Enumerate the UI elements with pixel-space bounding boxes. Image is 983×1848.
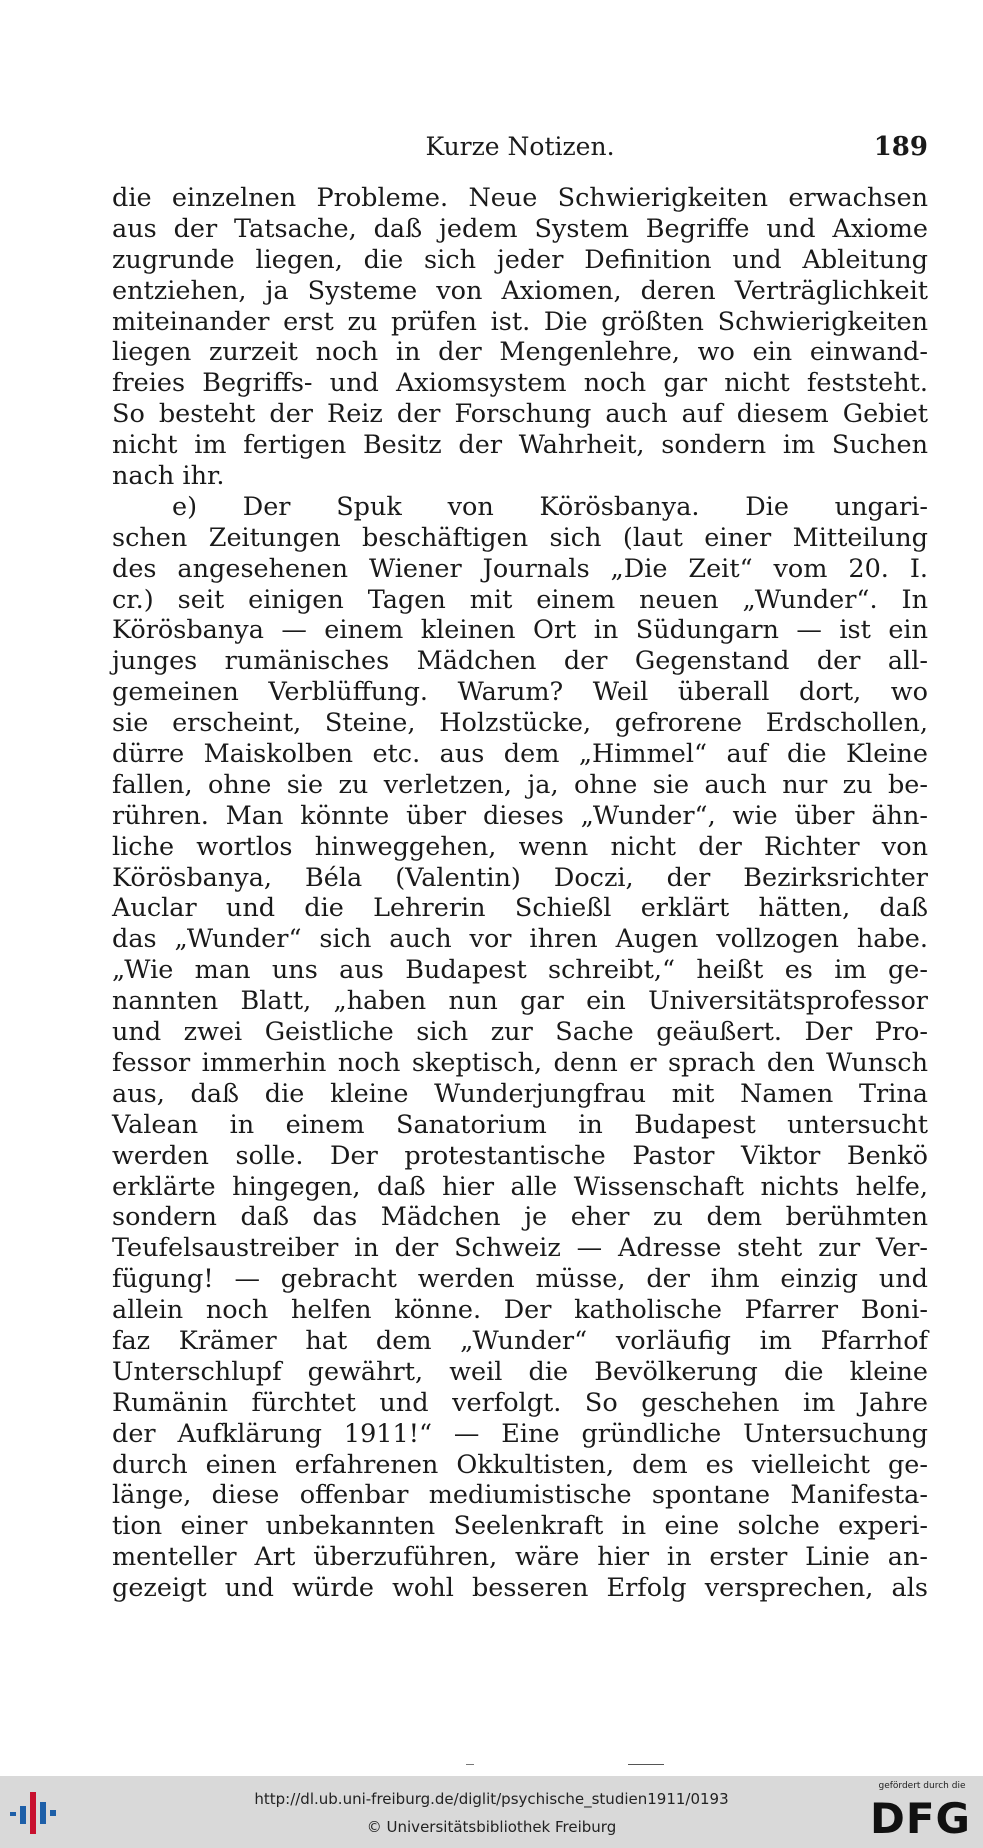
text-line: gemeinen Verblüffung. Warum? Weil überall dort, wo [112, 677, 928, 708]
text-line: dürre Maiskolben etc. aus dem „Himmel“ auf die Kleine [112, 739, 928, 770]
text-line: sie erscheint, Steine, Holzstücke, gefrorene Erdschollen, [112, 708, 928, 739]
text-line: liegen zurzeit noch in der Mengenlehre, wo ein einwand- [112, 337, 928, 368]
text-line: So besteht der Reiz der Forschung auch auf diesem Gebiet [112, 399, 928, 430]
text-line: liche wortlos hinweggehen, wenn nicht der Richter von [112, 831, 928, 862]
text-line: fallen, ohne sie zu verletzen, ja, ohne sie auch nur zu be- [112, 769, 928, 800]
document-url-link[interactable]: http://dl.ub.uni-freiburg.de/diglit/psychische_studien1911/0193 [254, 1790, 729, 1808]
text-line: entziehen, ja Systeme von Axiomen, deren Verträglichkeit [112, 275, 928, 306]
text-line: junges rumänisches Mädchen der Gegenstand der all- [112, 646, 928, 677]
text-line: allein noch helfen könne. Der katholische Pfarrer Boni- [112, 1295, 928, 1326]
text-line: miteinander erst zu prüfen ist. Die größten Schwierigkeiten [112, 306, 928, 337]
text-line: faz Krämer hat dem „Wunder“ vorläufig im Pfarrhof [112, 1325, 928, 1356]
text-line: nannten Blatt, „haben nun gar ein Universitätsprofessor [112, 986, 928, 1017]
text-line: das „Wunder“ sich auch vor ihren Augen vollzogen habe. [112, 924, 928, 955]
text-line: der Aufklärung 1911!“ — Eine gründliche Untersuchung [112, 1418, 928, 1449]
text-line: rühren. Man könnte über dieses „Wunder“, wie über ähn- [112, 800, 928, 831]
text-line: durch einen erfahrenen Okkultisten, dem es vielleicht ge- [112, 1449, 928, 1480]
page-bottom-mark [466, 1764, 474, 1765]
text-line: nach ihr. [112, 461, 225, 492]
page-number: 189 [873, 132, 928, 162]
page-header [112, 128, 928, 168]
text-line: Rumänin fürchtet und verfolgt. So geschehen im Jahre [112, 1387, 928, 1418]
text-line: Teufelsaustreiber in der Schweiz — Adresse steht zur Ver- [112, 1233, 928, 1264]
text-line: erklärte hingegen, daß hier alle Wissenschaft nichts helfe, [112, 1171, 928, 1202]
dfg-logo[interactable]: DFG [869, 1794, 971, 1843]
page-bottom-rule [628, 1764, 664, 1765]
text-line: Körösbanya — einem kleinen Ort in Südungarn — ist ein [112, 615, 928, 646]
text-line: „Wie man uns aus Budapest schreibt,“ heißt es im ge- [112, 955, 928, 986]
text-line: länge, diese offenbar mediumistische spontane Manifesta- [112, 1480, 928, 1511]
text-line: zugrunde liegen, die sich jeder Definition und Ableitung [112, 244, 928, 275]
text-line: fügung! — gebracht werden müsse, der ihm einzig und [112, 1264, 928, 1295]
text-line: des angesehenen Wiener Journals „Die Zeit“ vom 20. I. [112, 553, 928, 584]
text-line: freies Begriffs- und Axiomsystem noch gar nicht feststeht. [112, 368, 928, 399]
dfg-funding-label: gefördert durch die [878, 1781, 966, 1791]
text-line: Valean in einem Sanatorium in Budapest untersucht [112, 1109, 928, 1140]
running-title: Kurze Notizen. [425, 132, 615, 161]
text-line: schen Zeitungen beschäftigen sich (laut einer Mitteilung [112, 522, 928, 553]
text-line: Körösbanya, Béla (Valentin) Doczi, der Bezirksrichter [112, 862, 928, 893]
text-line: fessor immerhin noch skeptisch, denn er sprach den Wunsch [112, 1047, 928, 1078]
text-line: menteller Art überzuführen, wäre hier in erster Linie an- [112, 1542, 928, 1573]
text-line: gezeigt und würde wohl besseren Erfolg versprechen, als [112, 1573, 928, 1604]
text-line: sondern daß das Mädchen je eher zu dem berühmten [112, 1202, 928, 1233]
viewer-footer [0, 1776, 983, 1848]
text-line: aus, daß die kleine Wunderjungfrau mit Namen Trina [112, 1078, 928, 1109]
copyright-notice: © Universitätsbibliothek Freiburg [366, 1818, 617, 1836]
text-line: nicht im fertigen Besitz der Wahrheit, sondern im Suchen [112, 430, 928, 461]
text-line: die einzelnen Probleme. Neue Schwierigkeiten erwachsen [112, 183, 928, 213]
text-line: Auclar und die Lehrerin Schießl erklärt hätten, daß [112, 893, 928, 924]
text-line: cr.) seit einigen Tagen mit einem neuen „Wunder“. In [112, 584, 928, 615]
text-line: aus der Tatsache, daß jedem System Begriffe und Axiome [112, 213, 928, 244]
section-heading-line: e) Der Spuk von Körösbanya. Die ungari- [172, 491, 928, 522]
text-line: Unterschlupf gewährt, weil die Bevölkerung die kleine [112, 1356, 928, 1387]
text-line: werden solle. Der protestantische Pastor Viktor Benkö [112, 1140, 928, 1171]
text-line: und zwei Geistliche sich zur Sache geäußert. Der Pro- [112, 1017, 928, 1048]
body-text [112, 183, 928, 1604]
text-line: tion einer unbekannten Seelenkraft in eine solche experi- [112, 1511, 928, 1542]
